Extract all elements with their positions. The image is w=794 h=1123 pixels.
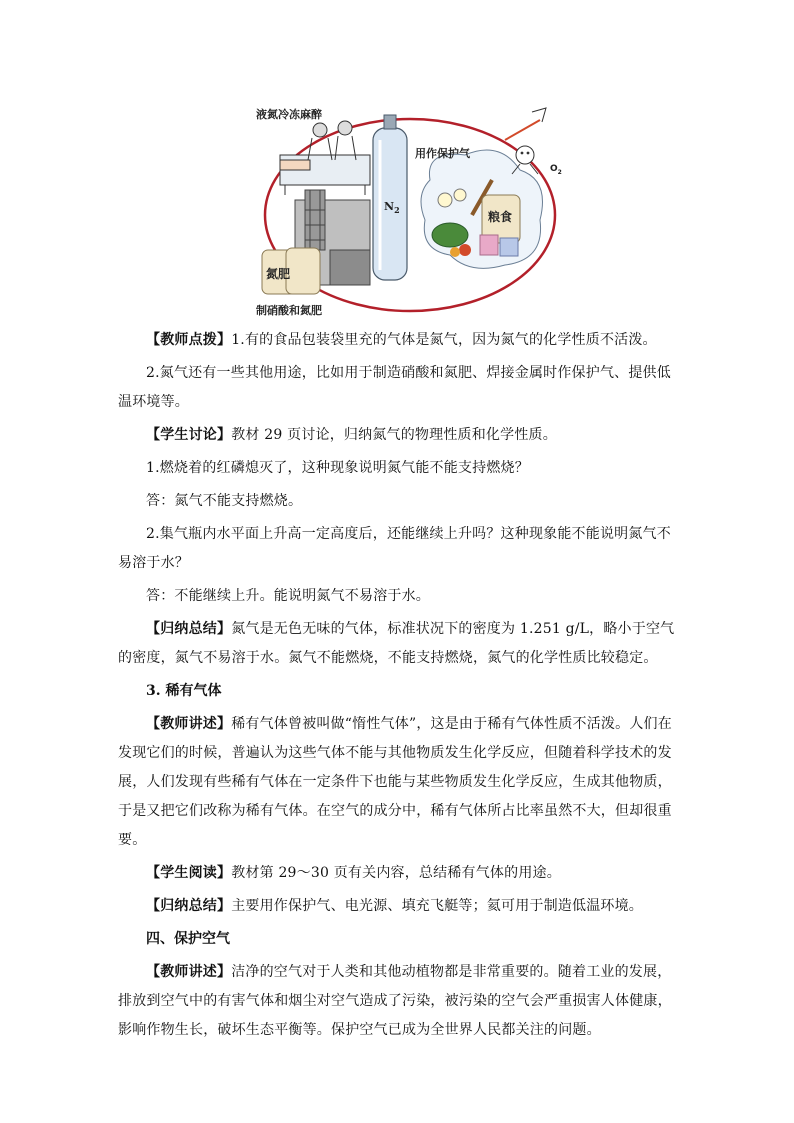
- summary-rare-gases-tag: 【归纳总结】: [146, 898, 232, 914]
- summary-rare-gases-text: 主要用作保护气、电光源、填充飞艇等；氦可用于制造低温环境。: [231, 898, 644, 914]
- summary-nitrogen-text: 氮气是无色无味的气体，标准状况下的密度为 1.251 g/L，略小于空气的密度，氮气不易溶于水。氮气不能燃烧，不能支持燃烧，氮气的化学性质比较稳定。: [118, 621, 675, 666]
- protective-gas-label: 用作保护气: [415, 147, 470, 160]
- teacher-lecture-protect-air-text: 洁净的空气对于人类和其他动植物都是非常重要的。随着工业的发展，排放到空气中的有害气体和烟尘对空气造成了污染，被污染的空气会严重损害人体健康，影响作物生长，破坏生态平衡等。保护空气已成为全世界人民都关注的问题。: [118, 964, 672, 1038]
- protective-gas-bubble: [421, 150, 543, 268]
- teacher-lecture-protect-air-paragraph: [118, 958, 678, 1045]
- nitrogen-uses-paragraph: 2.氮气还有一些其他用途，比如用于制造硝酸和氮肥、焊接金属时作保护气、提供低温环境等。: [118, 365, 671, 410]
- teacher-tip-tag: 【教师点拨】: [146, 332, 232, 348]
- liquid-nitrogen-label: 液氮冷冻麻醉: [256, 108, 322, 121]
- oxygen-o2-label: $O_2$: [550, 164, 562, 176]
- student-reading-paragraph: [118, 859, 678, 888]
- teacher-tip-text: 1.有的食品包装袋里充的气体是氮气，因为氮气的化学性质不活泼。: [231, 332, 657, 348]
- answer-2: 答：不能继续上升。能说明氮气不易溶于水。: [146, 588, 430, 604]
- teacher-tip-paragraph: [118, 326, 678, 355]
- teacher-lecture-text: 稀有气体曾被叫做“惰性气体”，这是由于稀有气体性质不活泼。人们在发现它们的时候，普遍认为这些气体不能与其他物质发生化学反应，但随着科学技术的发展，人们发现有些稀有气体在一定条件下也能与某些物质发生化学反应，生成其他物质，于是又把它们改称为稀有气体。在空气的成分中，稀有气体所占比率虽然不大，但却很重要。: [118, 716, 672, 848]
- nitrogen-uses-figure: [250, 100, 570, 320]
- summary-nitrogen-tag: 【归纳总结】: [146, 621, 232, 637]
- teacher-lecture-protect-air-tag: 【教师讲述】: [146, 964, 232, 980]
- question-2: 2.集气瓶内水平面上升高一定高度后，还能继续上升吗？这种现象能不能说明氮气不易溶于水？: [118, 526, 671, 571]
- student-reading-tag: 【学生阅读】: [146, 865, 232, 881]
- fertilizer-bag-label: 氮肥: [266, 267, 291, 281]
- student-discussion-tag: 【学生讨论】: [146, 427, 232, 443]
- student-reading-text: 教材第 29～30 页有关内容，总结稀有气体的用途。: [231, 865, 561, 881]
- nitrogen-cylinder: [373, 115, 407, 280]
- acid-fertilizer-label: 制硝酸和氮肥: [256, 304, 322, 317]
- nitrogen-uses-illustration: [250, 100, 570, 320]
- surgery-scene: [280, 121, 370, 195]
- cylinder-n2-label: $N_2$: [384, 200, 400, 216]
- protect-air-heading: 四、保护空气: [146, 931, 230, 947]
- student-discussion-text: 教材 29 页讨论，归纳氮气的物理性质和化学性质。: [231, 427, 557, 443]
- student-discussion-paragraph: [118, 421, 678, 450]
- summary-nitrogen-paragraph: [118, 615, 678, 673]
- grain-bag-label: 粮食: [488, 210, 513, 224]
- rare-gases-heading: 3. 稀有气体: [146, 683, 222, 699]
- teacher-lecture-rare-gases-paragraph: [118, 710, 678, 855]
- question-1: 1.燃烧着的红磷熄灭了，这种现象说明氮气能不能支持燃烧？: [146, 460, 529, 476]
- summary-rare-gases-paragraph: [118, 892, 678, 921]
- lesson-content: [118, 326, 678, 1049]
- teacher-lecture-tag: 【教师讲述】: [146, 716, 232, 732]
- answer-1: 答：氮气不能支持燃烧。: [146, 493, 303, 509]
